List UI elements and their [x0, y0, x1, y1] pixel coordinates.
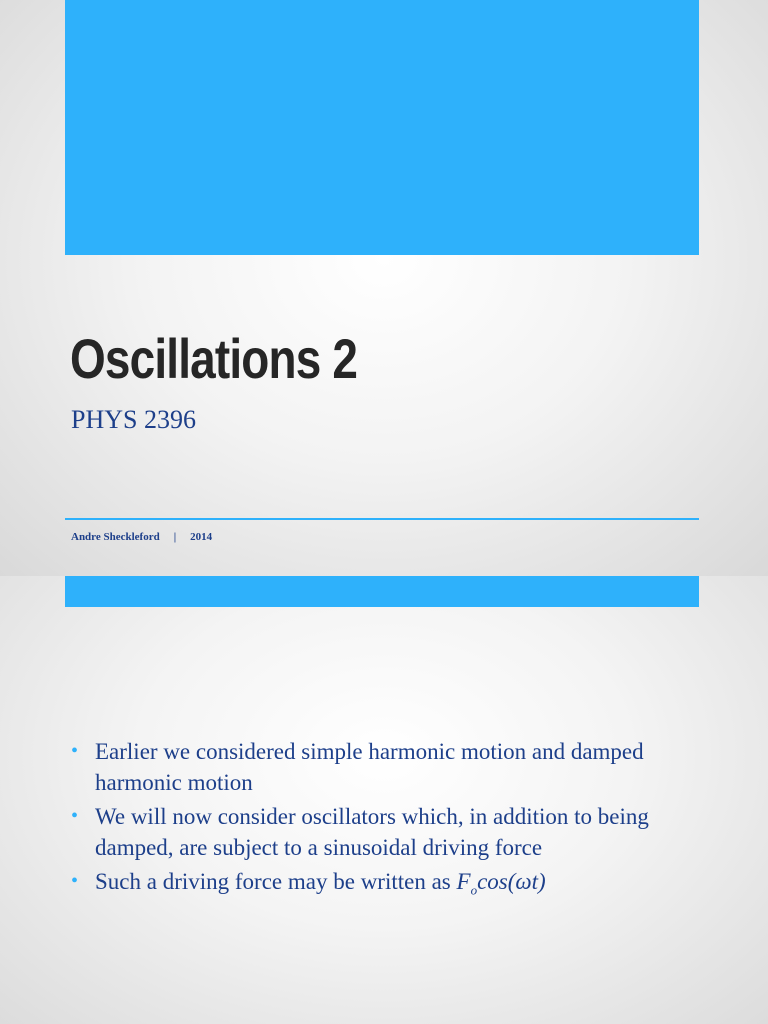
header-color-block [65, 0, 699, 255]
footer-year: 2014 [190, 531, 213, 543]
header-color-block [65, 576, 699, 607]
formula-subscript: o [470, 882, 478, 898]
slide-subtitle: PHYS 2396 [71, 405, 196, 434]
divider-line [65, 518, 699, 520]
content-slide [0, 576, 768, 1024]
bullet-text: We will now consider oscillators which, in addition to being damped, are subject to a sinusoidal driving force [95, 804, 649, 860]
formula-rest: cos(ωt) [477, 869, 546, 894]
bullet-item [70, 866, 690, 897]
bullet-icon: • [71, 740, 79, 762]
bullet-text: Earlier we considered simple harmonic motion and damped harmonic motion [95, 739, 644, 795]
bullet-item [70, 736, 690, 798]
bullet-item [70, 801, 690, 863]
footer-author: Andre Sheckleford [71, 531, 160, 543]
bullet-icon: • [71, 805, 79, 827]
slide-title: Oscillations 2 [70, 327, 358, 390]
formula-base: F [456, 869, 471, 894]
footer-separator: | [173, 531, 177, 543]
bullet-icon: • [71, 870, 79, 892]
bullet-text: Such a driving force may be written as [95, 869, 457, 894]
footer [71, 530, 212, 544]
driving-force-formula [456, 869, 546, 898]
bullet-list [70, 736, 690, 900]
